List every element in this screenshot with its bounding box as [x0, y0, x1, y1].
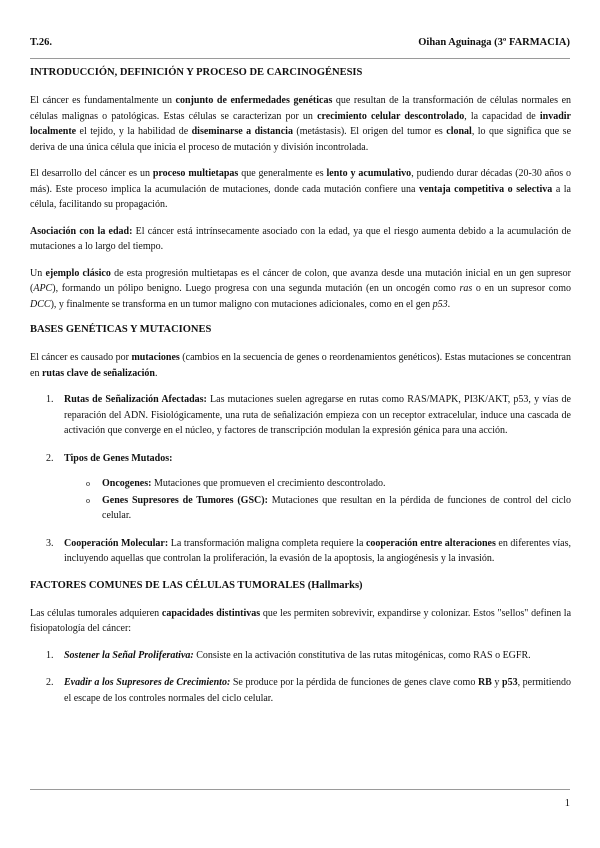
author-name: Oihan Aguinaga (3º FARMACIA) [418, 37, 570, 48]
section-title-introduccion: INTRODUCCIÓN, DEFINICIÓN Y PROCESO DE CARCINOGÉNESIS [30, 67, 363, 78]
paragraph-definicion: El cáncer es fundamentalmente un conjunto de enfermedades genéticas que resultan de la transformación de células normales en células malignas o patológicas. Estas células se caracterizan por un crecimiento celular descontrolado, la capacidad de invadir localmente el tejido, y la habilidad de diseminarse a distancia (metástasis). El origen del tumor es clonal, lo que significa que se deriva de una única célula que inicia el proceso de mutación y división incontrolada. [30, 95, 572, 153]
circle-bullet-icon: o [86, 479, 90, 488]
sublist-item: o Oncogenes: Mutaciones que promueven el crecimiento descontrolado. [64, 476, 571, 492]
paragraph-ejemplo-colon: Un ejemplo clásico de esta progresión multietapas es el cáncer de colon, que avanza desde una mutación inicial en un gen supresor (APC), formando un pólipo benigno. Luego progresa con una segunda mutación (en un oncogén como ras o en un supresor como DCC), y finalmente se transforma en un tumor maligno con mutaciones adicionales, como en el gen p53. [30, 267, 572, 310]
footer-divider [30, 789, 570, 790]
header-divider [30, 58, 570, 59]
list-item: 2. Tipos de Genes Mutados: o Oncogenes: Mutaciones que promueven el crecimiento descontrolado. o Genes Supresores de Tumores (GSC): Mutaciones que resultan en la pérdida de funciones de control del ciclo celular. [30, 451, 571, 524]
list-item: 2. Evadir a los Supresores de Crecimiento: Se produce por la pérdida de funciones de genes clave como RB y p53, permitiendo el escape de los controles normales del ciclo celular. [46, 677, 572, 704]
circle-bullet-icon: o [86, 495, 90, 505]
paragraph-multietapas: El desarrollo del cáncer es un proceso multietapas que generalmente es lento y acumulativo, pudiendo durar décadas (20-30 años o más). Este proceso implica la acumulación de mutaciones, donde cada mutación confiere una ventaja competitiva o selectiva a la célula, facilitando su propagación. [30, 168, 571, 210]
section-title-bases-geneticas: BASES GENÉTICAS Y MUTACIONES [30, 324, 212, 335]
sublist-item: o Genes Supresores de Tumores (GSC): Mutaciones que resultan en la pérdida de funciones de control del ciclo celular. [86, 494, 571, 521]
mutaciones-list [30, 392, 571, 567]
list-item: 3. Cooperación Molecular: La transformación maligna completa requiere la cooperación entre alteraciones en diferentes vías, incluyendo aquellas que controlan la proliferación, la evasión de la apoptosis, la angiogénesis y la invasión. [46, 537, 572, 564]
sublist-genes [64, 476, 571, 524]
paragraph-hallmarks-intro: Las células tumorales adquieren capacidades distintivas que les permiten sobrevivir, expandirse y colonizar. Estos "sellos" definen la fisiopatología del cáncer: [30, 607, 572, 634]
section-title-hallmarks: FACTORES COMUNES DE LAS CÉLULAS TUMORALES (Hallmarks) [30, 579, 363, 591]
paragraph-mutaciones-intro: El cáncer es causado por mutaciones (cambios en la secuencia de genes o reordenamientos genéticos). Estas mutaciones se concentran en rutas clave de señalización. [30, 352, 571, 379]
topic-number: T.26. [30, 37, 52, 48]
paragraph-edad: Asociación con la edad: El cáncer está intrínsecamente asociado con la edad, ya que el riesgo aumenta debido a la acumulación de mutaciones a lo largo del tiempo. [30, 225, 571, 252]
list-item: 1. Sostener la Señal Proliferativa: Consiste en la activación constitutiva de las rutas mitogénicas, como RAS o EGFR. [46, 649, 531, 661]
page-header [30, 37, 570, 51]
list-item: 1. Rutas de Señalización Afectadas: Las mutaciones suelen agregarse en rutas como RAS/MAPK, PI3K/AKT, p53, y vías de reparación del ADN. Fisiológicamente, una ruta de señalización empieza con un receptor extracelular, induce una cascada de activación que converge en el núcleo, y factores de transcripción modulan la expresión génica para una acción. [46, 394, 571, 436]
page-number: 1 [564, 798, 570, 809]
document-body [30, 66, 571, 718]
hallmarks-list [30, 648, 571, 707]
